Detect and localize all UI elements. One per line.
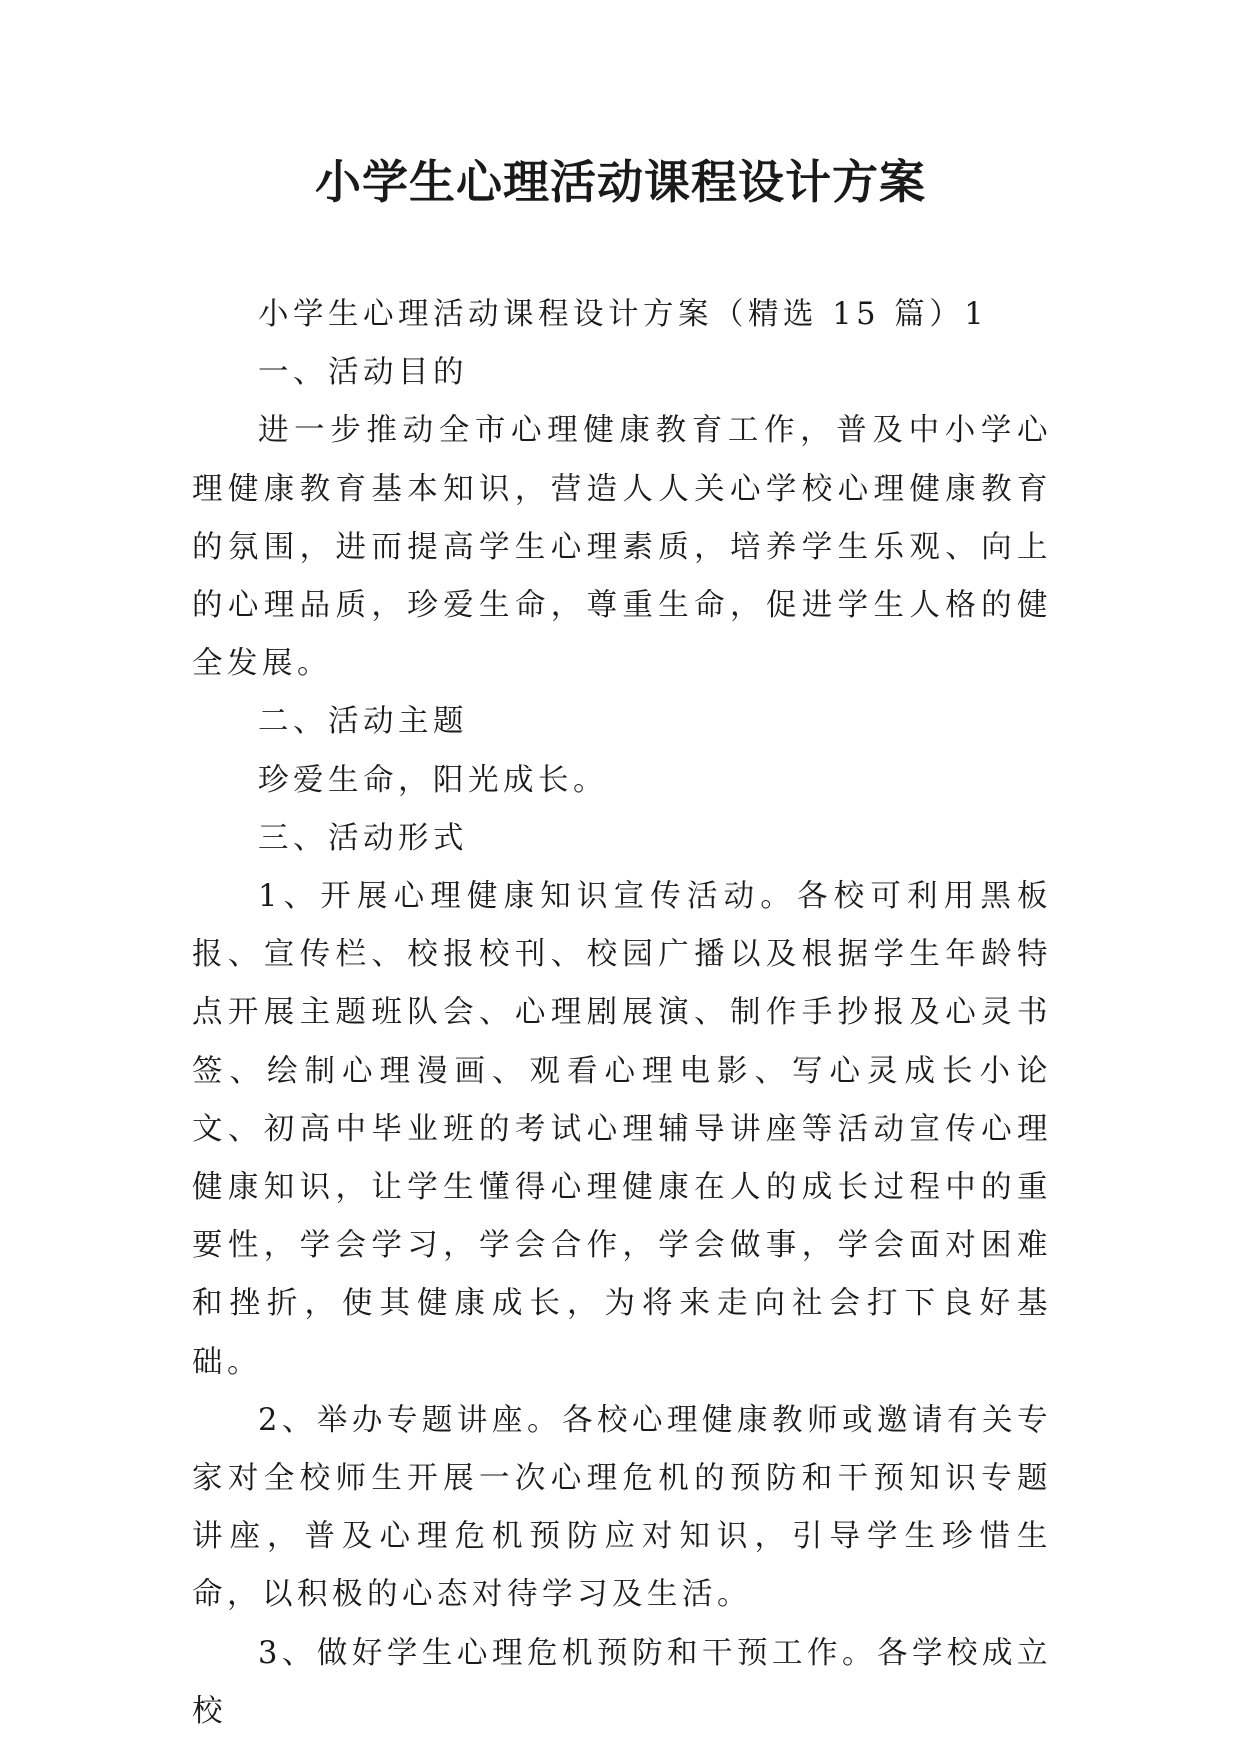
paragraph-theme: 珍爱生命，阳光成长。 (258, 762, 608, 798)
paragraph-item-3: 3、做好学生心理危机预防和干预工作。各学校成立校 (192, 1635, 1052, 1729)
paragraph-purpose: 进一步推动全市心理健康教育工作，普及中小学心理健康教育基本知识，营造人人关心学校心理健康教育的氛围，进而提高学生心理素质，培养学生乐观、向上的心理品质，珍爱生命，尊重生命，促进学生人格的健全发展。 (192, 413, 1052, 682)
section-heading-format: 三、活动形式 (258, 820, 468, 856)
paragraph-item-1: 1、开展心理健康知识宣传活动。各校可利用黑板报、宣传栏、校报校刊、校园广播以及根据学生年龄特点开展主题班队会、心理剧展演、制作手抄报及心灵书签、绘制心理漫画、观看心理电影、写心灵成长小论文、初高中毕业班的考试心理辅导讲座等活动宣传心理健康知识，让学生懂得心理健康在人的成长过程中的重要性，学会学习，学会合作，学会做事，学会面对困难和挫折，使其健康成长，为将来走向社会打下良好基础。 (192, 879, 1052, 1380)
paragraph-item-2: 2、举办专题讲座。各校心理健康教师或邀请有关专家对全校师生开展一次心理危机的预防和干预知识专题讲座，普及心理危机预防应对知识，引导学生珍惜生命，以积极的心态对待学习及生活。 (192, 1402, 1052, 1613)
section-heading-purpose: 一、活动目的 (258, 355, 468, 391)
document-body (192, 286, 1052, 1741)
section-heading-theme: 二、活动主题 (258, 704, 468, 740)
document-title: 小学生心理活动课程设计方案 (315, 155, 926, 209)
paragraph-subtitle: 小学生心理活动课程设计方案（精选 15 篇）1 (258, 297, 989, 332)
